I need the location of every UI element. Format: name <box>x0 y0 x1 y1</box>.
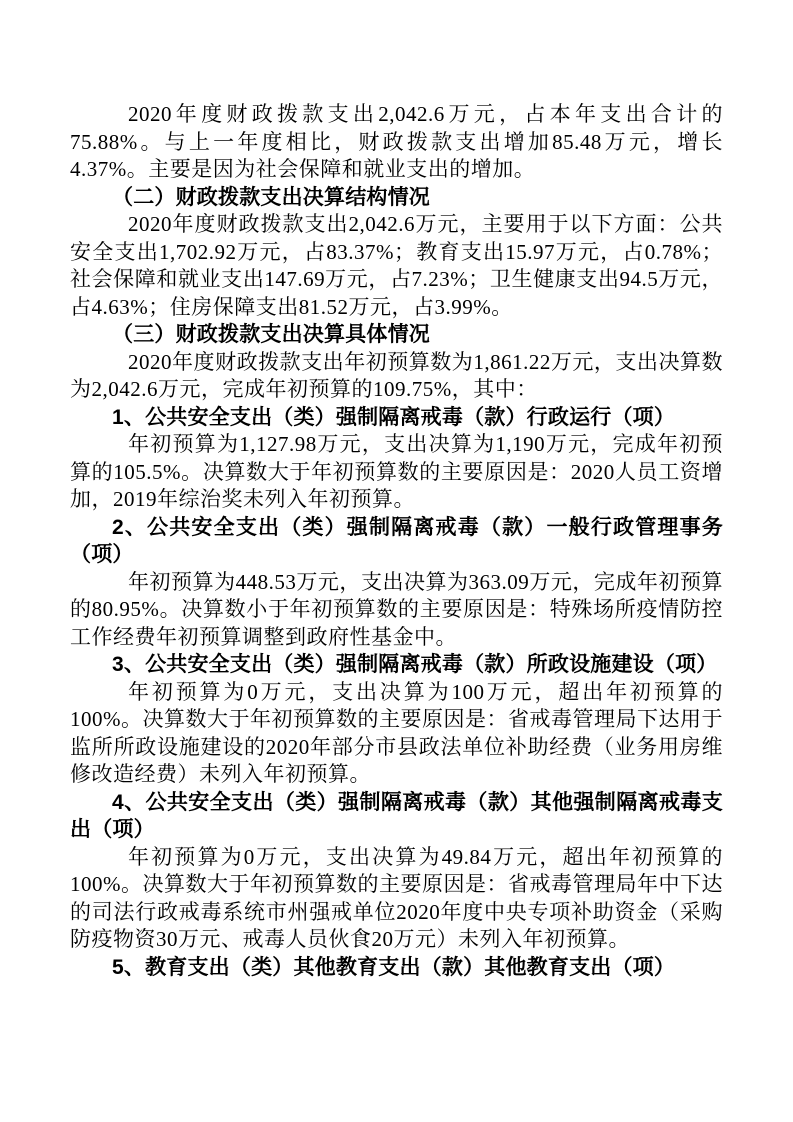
paragraph-item-3-detail: 年初预算为0万元，支出决算为100万元，超出年初预算的100%。决算数大于年初预算数的主要原因是：省戒毒管理局下达用于监所所政设施建设的2020年部分市县政法单位补助经费（业务用房维修改造经费）未列入年初预算。 <box>70 679 723 786</box>
heading-item-3-facility-construction: 3、公共安全支出（类）强制隔离戒毒（款）所政设施建设（项） <box>112 653 718 676</box>
paragraph-item-2-detail: 年初预算为448.53万元，支出决算为363.09万元，完成年初预算的80.95%。决算数小于年初预算数的主要原因是：特殊场所疫情防控工作经费年初预算调整到政府性基金中。 <box>70 569 723 649</box>
paragraph-budget-vs-final-accounts: 2020年度财政拨款支出年初预算数为1,861.22万元，支出决算数为2,042.6万元，完成年初预算的109.75%，其中： <box>70 349 723 401</box>
heading-item-5-other-education-expenditure: 5、教育支出（类）其他教育支出（款）其他教育支出（项） <box>112 955 676 979</box>
paragraph-fiscal-expenditure-total: 2020年度财政拨款支出2,042.6万元，占本年支出合计的75.88%。与上一年度相比，财政拨款支出增加85.48万元，增长4.37%。主要是因为社会保障和就业支出的增加。 <box>70 102 723 181</box>
paragraph-item-1-detail: 年初预算为1,127.98万元，支出决算为1,190万元，完成年初预算的105.5%。决算数大于年初预算数的主要原因是：2020人员工资增加，2019年综治奖未列入年初预算。 <box>70 432 723 511</box>
paragraph-expenditure-structure-detail: 2020年度财政拨款支出2,042.6万元，主要用于以下方面：公共安全支出1,702.92万元，占83.37%；教育支出15.97万元，占0.78%；社会保障和就业支出147.69万元，占7.23%；卫生健康支出94.5万元，占4.63%；住房保障支出81.52万元，占3.99%。 <box>70 212 723 319</box>
document-body <box>70 101 723 981</box>
heading-item-2-general-admin-affairs: 2、公共安全支出（类）强制隔离戒毒（款）一般行政管理事务（项） <box>70 515 723 566</box>
paragraph-item-4-detail: 年初预算为0万元，支出决算为49.84万元，超出年初预算的100%。决算数大于年初预算数的主要原因是：省戒毒管理局年中下达的司法行政戒毒系统市州强戒单位2020年度中央专项补助资金（采购防疫物资30万元、戒毒人员伙食20万元）未列入年初预算。 <box>70 844 723 951</box>
heading-section-two-expenditure-structure: （二）财政拨款支出决算结构情况 <box>112 185 430 209</box>
heading-item-1-administrative-operation: 1、公共安全支出（类）强制隔离戒毒（款）行政运行（项） <box>112 405 676 429</box>
heading-item-4-other-compulsory-detox: 4、公共安全支出（类）强制隔离戒毒（款）其他强制隔离戒毒支出（项） <box>70 790 723 841</box>
heading-section-three-expenditure-specific: （三）财政拨款支出决算具体情况 <box>112 323 430 346</box>
